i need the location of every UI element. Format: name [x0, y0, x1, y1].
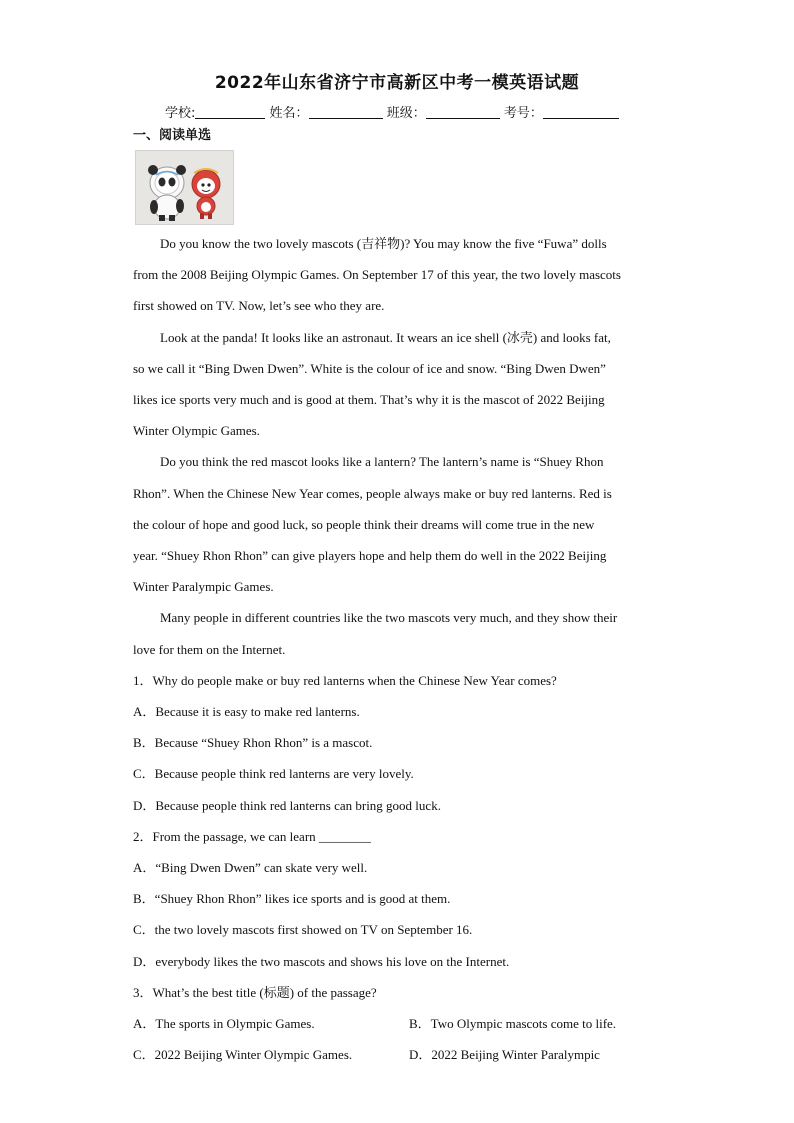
- passage-line: the colour of hope and good luck, so people think their dreams will come true in the new: [133, 517, 595, 532]
- question-3-option-a[interactable]: A．The sports in Olympic Games.: [133, 1016, 315, 1031]
- question-3-option-d[interactable]: D．2022 Beijing Winter Paralympic: [409, 1047, 600, 1062]
- passage-line: Many people in different countries like the two mascots very much, and they show their: [160, 610, 618, 625]
- school-blank: [195, 104, 265, 119]
- question-1-option-a[interactable]: A．Because it is easy to make red lanterns.: [133, 704, 360, 719]
- name-label: 姓名：: [269, 106, 309, 121]
- passage-line: love for them on the Internet.: [133, 642, 286, 657]
- passage-line: first showed on TV. Now, let’s see who they are.: [133, 298, 385, 313]
- question-2-option-c[interactable]: C．the two lovely mascots first showed on TV on September 16.: [133, 922, 473, 937]
- class-label: 班级：: [386, 106, 426, 121]
- question-1-stem: 1．Why do people make or buy red lanterns when the Chinese New Year comes?: [133, 673, 557, 688]
- exam-title: 2022年山东省济宁市高新区中考一模英语试题: [214, 73, 580, 93]
- passage-line: Look at the panda! It looks like an astronaut. It wears an ice shell (冰壳) and looks fat,: [160, 330, 611, 345]
- question-2-option-d[interactable]: D．everybody likes the two mascots and shows his love on the Internet.: [133, 954, 510, 969]
- passage-line: Winter Paralympic Games.: [133, 579, 274, 594]
- exam-number-label: 考号：: [503, 106, 543, 121]
- school-label: 学校:: [165, 106, 196, 121]
- question-2-stem: 2．From the passage, we can learn ________: [133, 829, 371, 844]
- mascots-illustration: [136, 151, 233, 224]
- question-2-option-b[interactable]: B．“Shuey Rhon Rhon” likes ice sports and is good at them.: [133, 891, 451, 906]
- question-3-option-c[interactable]: C．2022 Beijing Winter Olympic Games.: [133, 1047, 353, 1062]
- question-3-stem: 3．What’s the best title (标题) of the passage?: [133, 985, 377, 1000]
- passage-line: likes ice sports very much and is good at them. That’s why it is the mascot of 2022 Beijing: [133, 392, 605, 407]
- name-blank: [309, 104, 383, 119]
- passage-line: from the 2008 Beijing Olympic Games. On September 17 of this year, the two lovely mascots: [133, 267, 621, 282]
- section-title: 一、阅读单选: [133, 128, 212, 143]
- mascots-picture: [135, 150, 234, 225]
- question-1-option-d[interactable]: D．Because people think red lanterns can bring good luck.: [133, 798, 441, 813]
- passage-line: so we call it “Bing Dwen Dwen”. White is the colour of ice and snow. “Bing Dwen Dwen”: [133, 361, 606, 376]
- exam-number-blank: [543, 104, 619, 119]
- passage-line: Winter Olympic Games.: [133, 423, 260, 438]
- student-info-row: [165, 102, 619, 121]
- passage-line: Do you know the two lovely mascots (吉祥物)? You may know the five “Fuwa” dolls: [160, 236, 607, 251]
- passage-line: Rhon”. When the Chinese New Year comes, people always make or buy red lanterns. Red is: [133, 486, 612, 501]
- question-2-option-a[interactable]: A．“Bing Dwen Dwen” can skate very well.: [133, 860, 368, 875]
- passage-line: Do you think the red mascot looks like a lantern? The lantern’s name is “Shuey Rhon: [160, 454, 604, 469]
- question-3-option-b[interactable]: B．Two Olympic mascots come to life.: [409, 1016, 617, 1031]
- question-1-option-c[interactable]: C．Because people think red lanterns are very lovely.: [133, 766, 414, 781]
- question-1-option-b[interactable]: B．Because “Shuey Rhon Rhon” is a mascot.: [133, 735, 373, 750]
- class-blank: [426, 104, 500, 119]
- passage-line: year. “Shuey Rhon Rhon” can give players hope and help them do well in the 2022 Beijing: [133, 548, 607, 563]
